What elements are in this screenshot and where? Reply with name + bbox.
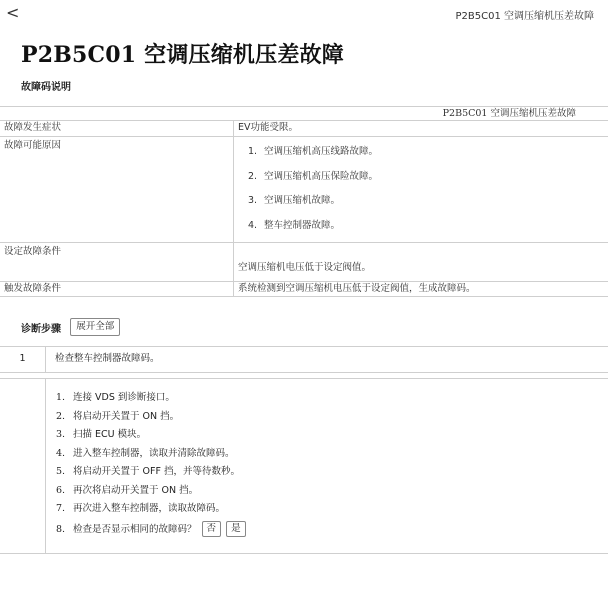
list-item: 2. 空调压缩机高压保险故障。 [248,170,379,182]
fault-info-table [0,106,608,297]
section-label: 故障码说明 [21,82,71,93]
top-bar [0,0,608,30]
row-label: 设定故障条件 [0,243,234,282]
table-row [0,282,608,297]
list-item: 4. 整车控制器故障。 [248,219,341,231]
list-item: 1. 空调压缩机高压线路故障。 [248,146,379,157]
row-value: 空调压缩机电压低于设定阀值。 [234,243,608,282]
expand-all-button[interactable]: 展开全部 [70,318,120,336]
row-value: EV功能受限。 [234,121,608,137]
row-value [234,137,608,243]
list-item: 8. 检查是否显示相同的故障码？ 否 是 [56,519,246,541]
detail-left-cell [0,379,46,553]
table-header-row [0,107,608,121]
list-item: 5. 将启动开关置于 OFF 挡，并等待数秒。 [56,466,240,477]
cause-list [238,143,608,241]
answer-yes-button[interactable]: 是 [226,521,246,537]
list-item: 7. 再次进入整车控制器，读取故障码。 [56,503,226,514]
table-row [0,121,608,137]
diag-steps-title: 诊断步骤 [21,323,61,335]
substep-list [56,389,246,541]
answer-no-button[interactable]: 否 [202,521,222,537]
row-value: 系统检测到空调压缩机电压低于设定阀值，生成故障码。 [234,282,608,297]
step-number: 1 [0,347,46,372]
list-item: 3. 扫描 ECU 模块。 [56,429,147,440]
row-label: 故障可能原因 [0,137,234,243]
table-row [0,137,608,243]
list-item: 2. 将启动开关置于 ON 挡。 [56,410,180,422]
diag-step-row[interactable] [0,346,608,373]
page-title: P2B5C01 空调压缩机压差故障 [21,42,344,68]
table-row [0,243,608,282]
list-item: 1. 连接 VDS 到诊断接口。 [56,392,175,403]
row-label: 故障发生症状 [0,121,234,137]
list-item: 6. 再次将启动开关置于 ON 挡。 [56,484,199,496]
list-item: 3. 空调压缩机故障。 [248,195,341,206]
header-code-title: P2B5C01 空调压缩机压差故障 [455,11,594,22]
table-header-code: P2B5C01 空调压缩机压差故障 [0,107,608,121]
step-text: 检查整车控制器故障码。 [55,353,160,364]
back-arrow-icon[interactable]: < [6,3,20,22]
diag-steps-bar [21,318,120,336]
list-item: 4. 进入整车控制器，读取并清除故障码。 [56,447,235,459]
step-detail-panel [0,378,608,554]
row-label: 触发故障条件 [0,282,234,297]
